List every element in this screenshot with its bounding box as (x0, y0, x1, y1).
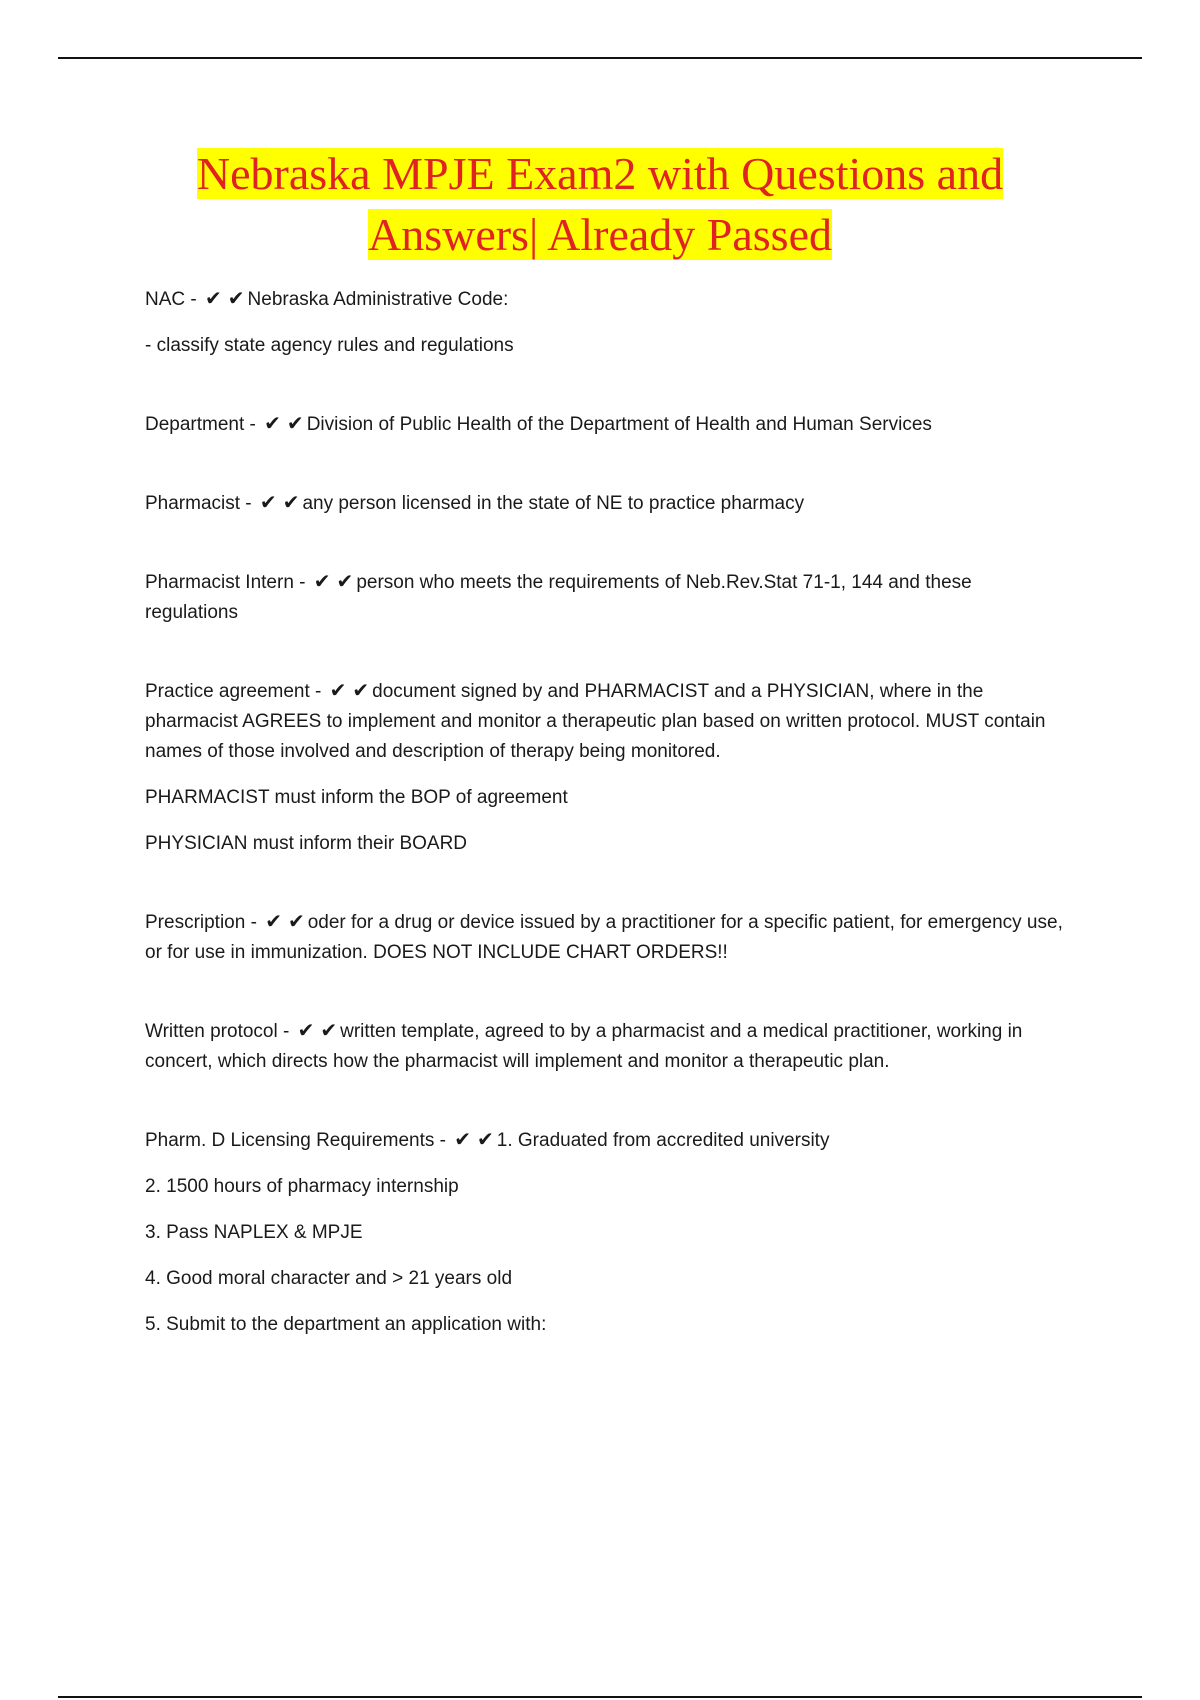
check-icon: ✔ (477, 1127, 494, 1151)
requirement-item-4: 4. Good moral character and > 21 years old (145, 1268, 513, 1289)
card-term: Prescription - (145, 912, 263, 933)
check-icon: ✔ (265, 909, 282, 933)
card-answer: person who meets the requirements of Neb.Rev.Stat 71-1, 144 and these regulations (145, 572, 972, 623)
card-pharmacist-intern (145, 566, 1065, 628)
card-practice-agreement (145, 675, 1065, 767)
check-icon: ✔ (329, 678, 347, 702)
check-icon: ✔ (313, 569, 331, 593)
check-icon: ✔ (282, 490, 300, 514)
check-icon: ✔ (227, 286, 245, 310)
check-icon: ✔ (286, 411, 304, 435)
check-icon: ✔ (454, 1127, 472, 1151)
card-answer: written template, agreed to by a pharmacist and a medical practitioner, working in concert, which directs how the pharmacist will implement and monitor a therapeutic plan. (145, 1021, 1023, 1072)
document-body (145, 283, 1065, 1356)
check-icon: ✔ (264, 411, 281, 435)
card-written-protocol (145, 1015, 1065, 1077)
check-icon: ✔ (205, 286, 222, 310)
check-icon: ✔ (297, 1018, 315, 1042)
card-answer: any person licensed in the state of NE to practice pharmacy (302, 493, 805, 514)
card-term: Practice agreement - (145, 681, 327, 702)
card-nac (145, 283, 1065, 315)
card-term: NAC - (145, 289, 202, 310)
footer-rule (58, 1696, 1142, 1698)
title-line-2: Answers| Already Passed (367, 209, 833, 260)
card-term: Department - (145, 414, 262, 435)
card-term: Written protocol - (145, 1021, 295, 1042)
card-term: Pharmacist - (145, 493, 257, 514)
card-practice-agreement-note-1: PHARMACIST must inform the BOP of agreement (145, 787, 568, 808)
card-practice-agreement-note-2: PHYSICIAN must inform their BOARD (145, 833, 468, 854)
requirement-item-2: 2. 1500 hours of pharmacy internship (145, 1176, 459, 1197)
card-licensing-requirements (145, 1124, 1065, 1156)
title-line-1: Nebraska MPJE Exam2 with Questions and (196, 148, 1004, 199)
requirement-item-3: 3. Pass NAPLEX & MPJE (145, 1222, 363, 1243)
check-icon: ✔ (336, 569, 354, 593)
card-answer: oder for a drug or device issued by a practitioner for a specific patient, for emergency use, or for use in immunization. DOES NOT INCLUDE CHART ORDERS!! (145, 912, 1063, 963)
document-title (80, 143, 1120, 265)
card-answer: document signed by and PHARMACIST and a PHYSICIAN, where in the pharmacist AGREES to implement and monitor a therapeutic plan based on written protocol. MUST contain names of those involved and description of therapy being monitored. (145, 681, 1046, 762)
card-term: Pharmacist Intern - (145, 572, 311, 593)
check-icon: ✔ (352, 678, 370, 702)
check-icon: ✔ (287, 909, 305, 933)
check-icon: ✔ (320, 1018, 338, 1042)
card-term: Pharm. D Licensing Requirements - (145, 1130, 452, 1151)
card-department (145, 408, 1065, 440)
card-answer: Nebraska Administrative Code: (247, 289, 509, 310)
header-rule (58, 57, 1142, 59)
card-pharmacist (145, 487, 1065, 519)
check-icon: ✔ (259, 490, 277, 514)
card-prescription (145, 906, 1065, 968)
card-nac-detail: - classify state agency rules and regulations (145, 335, 514, 356)
card-answer: 1. Graduated from accredited university (496, 1130, 830, 1151)
card-answer: Division of Public Health of the Department of Health and Human Services (306, 414, 932, 435)
requirement-item-5: 5. Submit to the department an application with: (145, 1314, 547, 1335)
